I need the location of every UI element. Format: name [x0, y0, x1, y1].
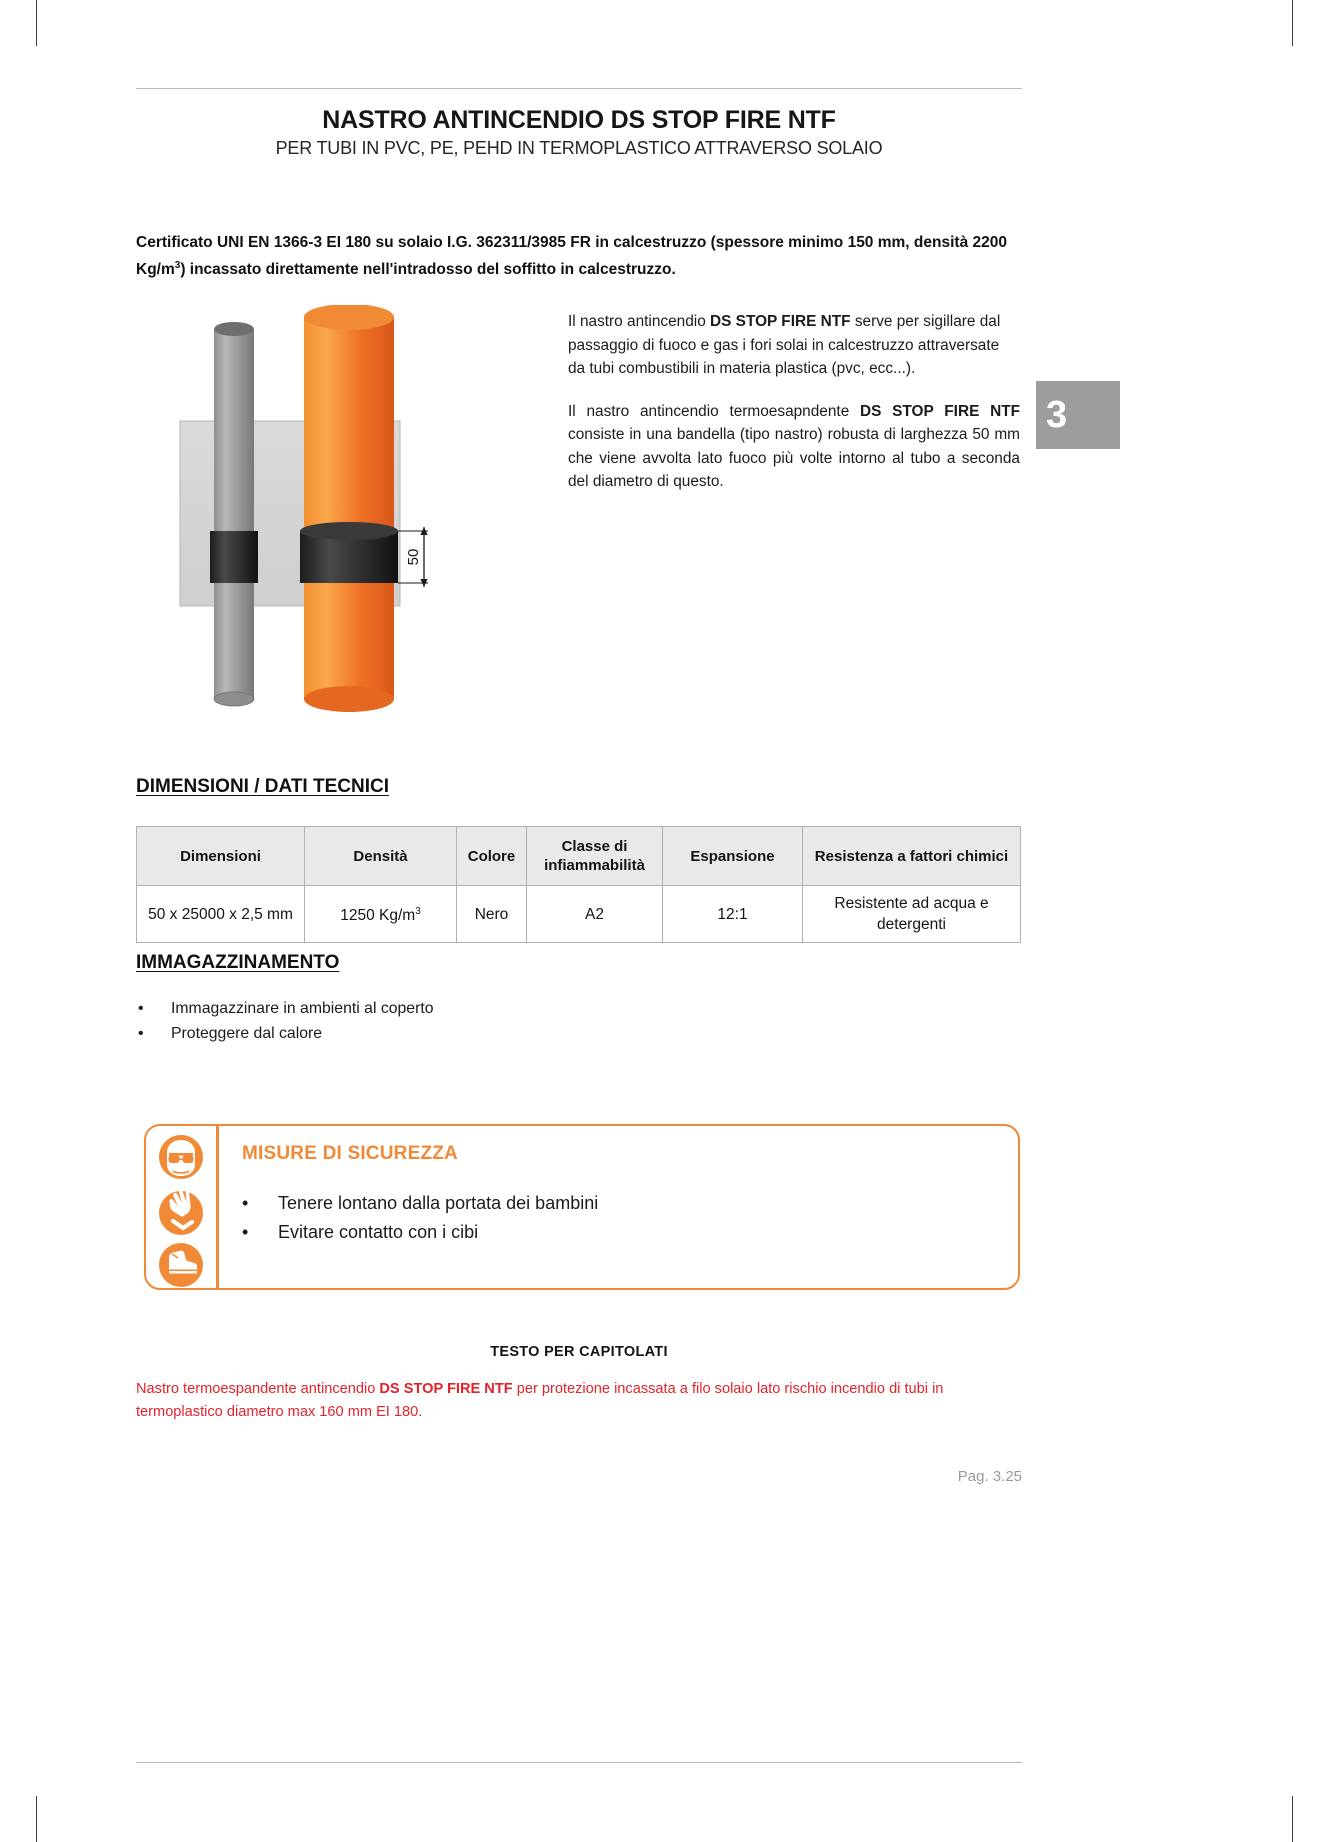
table-header-densita: Densità — [305, 827, 457, 886]
table-header-dimensioni: Dimensioni — [137, 827, 305, 886]
crop-mark-bottom-right — [1292, 1796, 1293, 1842]
certification-line-2-a: densità 2200 Kg/m — [136, 234, 1007, 279]
certification-density-exponent: 3 — [174, 260, 181, 271]
fire-tape-gray-pipe — [210, 531, 258, 583]
page-subtitle: PER TUBI IN PVC, PE, PEHD IN TERMOPLASTICO ATTRAVERSO SOLAIO — [275, 138, 883, 158]
list-item — [242, 1189, 942, 1218]
capitolati-part-b: per protezione incassata a filo solaio lato rischio incendio di tubi in termoplastico diametro max 160 mm EI 180. — [136, 1381, 944, 1420]
cell-densita — [305, 886, 457, 943]
crop-mark-bottom-left — [36, 1796, 37, 1842]
safety-measures-list — [242, 1189, 942, 1247]
table-header-classe-infiammabilita: Classe di infiammabilità — [527, 827, 663, 886]
table-header-resistenza-chimici: Resistenza a fattori chimici — [803, 827, 1021, 886]
bullet-icon: • — [138, 1025, 144, 1042]
certification-line-1: Certificato UNI EN 1366-3 EI 180 su solaio I.G. 362311/3985 FR in calcestruzzo (spessore minimo 150 mm, — [136, 234, 910, 251]
storage-item-text: Immagazzinare in ambienti al coperto — [171, 1000, 434, 1017]
cell-resistenza: Resistente ad acqua e detergenti — [803, 886, 1021, 943]
dimension-label-50: 50 — [405, 548, 422, 566]
safety-measures-box — [144, 1124, 1020, 1290]
section-heading-immagazzinamento: IMMAGAZZINAMENTO — [136, 952, 340, 973]
safety-box-divider — [216, 1126, 219, 1289]
safety-box-title: MISURE DI SICUREZZA — [242, 1143, 458, 1164]
table-header-row — [137, 827, 1021, 886]
desc-p2-product-name: DS STOP FIRE NTF — [860, 402, 1021, 420]
page-content — [136, 0, 1022, 1842]
description-column — [568, 310, 1020, 513]
bullet-icon: • — [242, 1193, 249, 1213]
capitolati-text — [136, 1378, 1022, 1424]
gray-pipe-body — [214, 329, 254, 699]
desc-p2-part-a: Il nastro antincendio termoesapndente — [568, 402, 861, 420]
technical-data-table-wrapper — [136, 826, 1020, 943]
bullet-icon: • — [138, 1000, 144, 1017]
desc-p1-part-a: Il nastro antincendio — [568, 313, 711, 330]
certification-text — [136, 231, 1022, 281]
page-title: NASTRO ANTINCENDIO DS STOP FIRE NTF — [322, 106, 836, 134]
desc-p1-part-b: serve per sigillare dal passaggio di fuoco e gas i fori solai in calcestruzzo attraversate da tubi combustibili in materia plastica (pvc, ecc...). — [568, 313, 1001, 377]
cell-densita-exponent: 3 — [415, 906, 421, 918]
desc-p2-part-b: consiste in una bandella (tipo nastro) robusta di larghezza 50 mm che viene avvolta lato fuoco più volte intorno al tubo a seconda del diametro di questo. — [568, 426, 1020, 490]
description-paragraph-1 — [568, 310, 1020, 381]
capitolati-heading: TESTO PER CAPITOLATI — [490, 1344, 668, 1360]
cell-dimensioni: 50 x 25000 x 2,5 mm — [137, 886, 305, 943]
orange-pipe-body — [304, 317, 394, 699]
section-heading-dimensioni: DIMENSIONI / DATI TECNICI — [136, 776, 389, 797]
desc-p1-product-name: DS STOP FIRE NTF — [710, 313, 851, 330]
cell-espansione: 12:1 — [663, 886, 803, 943]
chapter-tab — [1036, 381, 1120, 449]
safety-item-text: Evitare contatto con i cibi — [278, 1222, 479, 1242]
footer-rule — [136, 1762, 1022, 1763]
description-paragraph-2 — [568, 400, 1020, 494]
capitolati-product-name: DS STOP FIRE NTF — [379, 1381, 513, 1397]
list-item — [136, 1021, 736, 1046]
product-illustration — [156, 305, 476, 745]
cell-densita-value: 1250 Kg/m — [340, 907, 416, 925]
cell-classe: A2 — [527, 886, 663, 943]
table-header-espansione: Espansione — [663, 827, 803, 886]
list-item — [136, 996, 736, 1021]
crop-mark-top-left — [36, 0, 37, 46]
bullet-icon: • — [242, 1222, 249, 1242]
safety-icon-column — [146, 1126, 216, 1289]
safety-item-text: Tenere lontano dalla portata dei bambini — [278, 1193, 599, 1213]
storage-item-text: Proteggere dal calore — [171, 1025, 323, 1042]
technical-data-table — [136, 826, 1021, 943]
cell-colore: Nero — [457, 886, 527, 943]
crop-mark-top-right — [1292, 0, 1293, 46]
list-item — [242, 1218, 942, 1247]
certification-line-2-b: ) incassato direttamente nell'intradosso del soffitto in calcestruzzo. — [180, 261, 676, 279]
table-row — [137, 886, 1021, 943]
table-header-colore: Colore — [457, 827, 527, 886]
capitolati-part-a: Nastro termoespandente antincendio — [136, 1381, 380, 1397]
header-rule — [136, 88, 1022, 89]
chapter-tab-number: 3 — [1046, 394, 1068, 436]
page-number: Pag. 3.25 — [957, 1468, 1022, 1485]
storage-list — [136, 996, 736, 1046]
